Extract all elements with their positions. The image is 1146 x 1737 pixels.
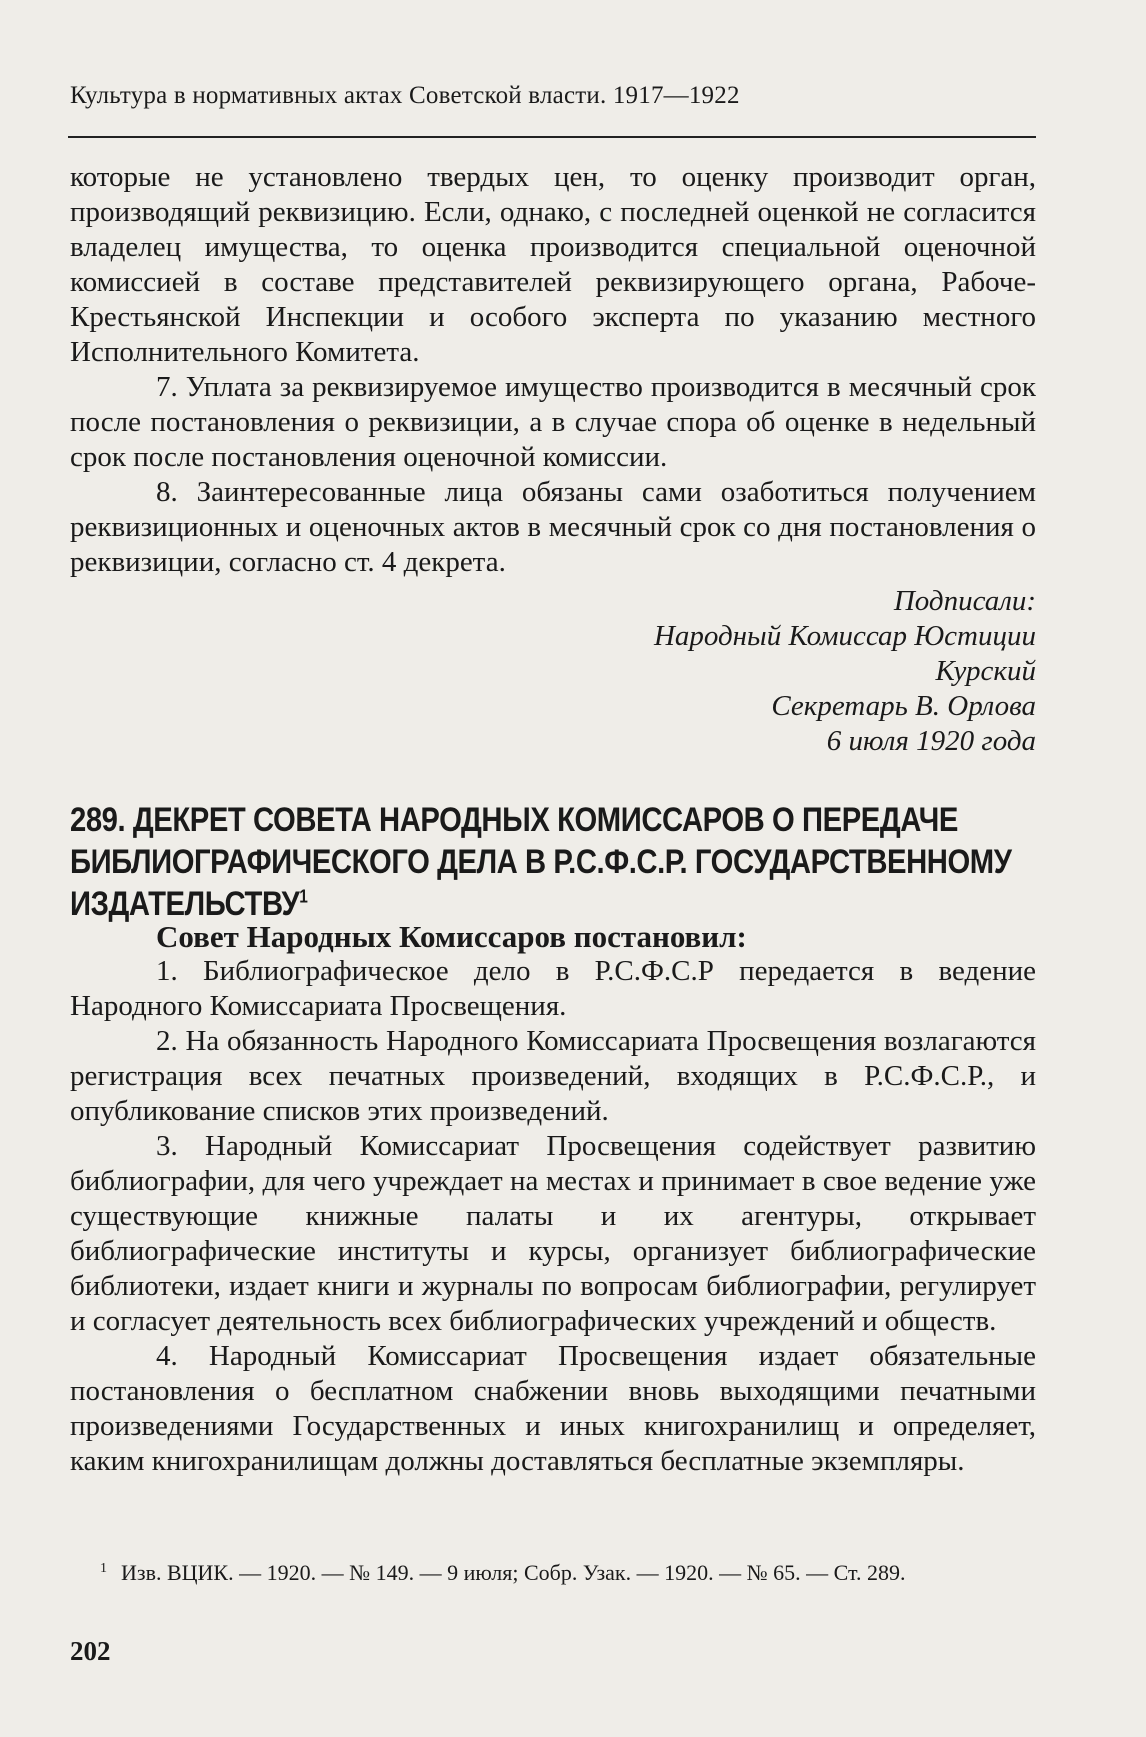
header-rule <box>68 136 1036 138</box>
footnote-ref: 1 <box>299 886 308 907</box>
footnote <box>100 1560 905 1586</box>
paragraph-item-8: 8. Заинтересованные лица обязаны сами озаботиться получением реквизиционных и оценочных актов в месячный срок со дня постановления о реквизиции, согласно ст. 4 декрета. <box>70 476 1036 578</box>
paragraph-continuation: которые не установлено твердых цен, то оценку производит орган, производящий реквизицию. Если, однако, с последней оценкой не согласится владелец имущества, то оценка производится специальной оценочной комиссией в составе представителей реквизирующего органа, Рабоче-Крестьянской Инспекции и особого эксперта по указанию местного Исполнительного Комитета. <box>70 161 1036 368</box>
commissar-title: Народный Комиссар Юстиции <box>653 620 1036 652</box>
decree-item-4: 4. Народный Комиссариат Просвещения издает обязательные постановления о бесплатном снабжении вновь выходящими печатными произведениями Государственных и иных книгохранилищ и определяет, каким книгохранилищам должны доставляться бесплатные экземпляры. <box>70 1340 1036 1477</box>
signed-label: Подписали: <box>893 585 1036 617</box>
signature-block <box>70 584 1036 759</box>
commissar-name: Курский <box>935 655 1036 687</box>
footnote-mark: 1 <box>100 1560 107 1576</box>
page-number: 202 <box>70 1636 111 1666</box>
decree-item-2: 2. На обязанность Народного Комиссариата Просвещения возлагаются регистрация всех печатных произведений, входящих в Р.С.Ф.С.Р., и опубликование списков этих произведений. <box>70 1025 1036 1127</box>
decree-heading <box>70 799 1033 925</box>
body-text <box>70 160 1036 1479</box>
decree-item-1: 1. Библиографическое дело в Р.С.Ф.С.Р передается в ведение Народного Комиссариата Просвещения. <box>70 955 1036 1022</box>
secretary: Секретарь В. Орлова <box>771 690 1036 722</box>
resolved-line: Совет Народных Комиссаров постановил: <box>156 919 747 954</box>
signature-date: 6 июля 1920 года <box>826 725 1036 757</box>
decree-item-3: 3. Народный Комиссариат Просвещения содействует развитию библиографии, для чего учреждает на местах и принимает в свое ведение уже существующие книжные палаты и их агентуры, открывает библиографические институты и курсы, организует библиографические библиотеки, издает книги и журналы по вопросам библиографии, регулирует и согласует деятельность всех библиографических учреждений и обществ. <box>70 1130 1036 1337</box>
paragraph-item-7: 7. Уплата за реквизируемое имущество производится в месячный срок после постановления о реквизиции, а в случае спора об оценке в недельный срок после постановления оценочной комиссии. <box>70 371 1036 473</box>
running-head: Культура в нормативных актах Советской власти. 1917—1922 <box>70 82 740 109</box>
footnote-text: Изв. ВЦИК. — 1920. — № 149. — 9 июля; Собр. Узак. — 1920. — № 65. — Ст. 289. <box>121 1560 906 1585</box>
decree-heading-text: 289. ДЕКРЕТ СОВЕТА НАРОДНЫХ КОМИССАРОВ О ПЕРЕДАЧЕ БИБЛИОГРАФИЧЕСКОГО ДЕЛА В Р.С.Ф.С.Р. ГОСУДАРСТВЕННОМУ ИЗДАТЕЛЬСТВУ <box>70 801 1012 923</box>
